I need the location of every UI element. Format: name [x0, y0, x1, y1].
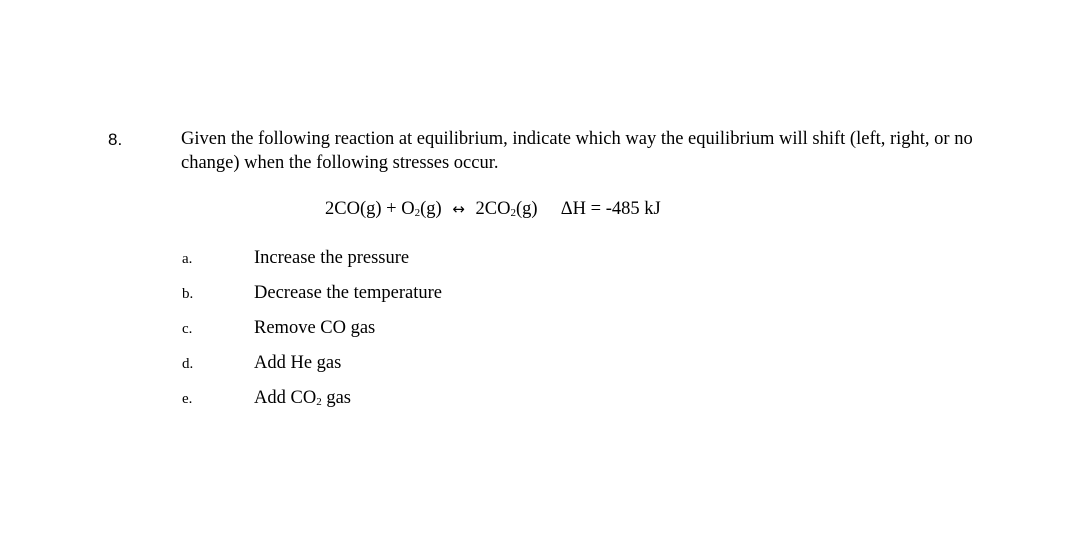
option-text: Remove CO gas: [254, 318, 376, 338]
option-letter: d.: [182, 356, 194, 372]
option-letter: e.: [182, 391, 193, 407]
option-text: Add He gas: [254, 353, 342, 373]
reactant-co: 2CO(g): [325, 199, 382, 219]
equilibrium-arrow-icon: ↔: [452, 200, 465, 218]
option-c: [0, 318, 700, 342]
option-letter: c.: [182, 321, 193, 337]
plus-sign: +: [386, 199, 397, 219]
option-b: [0, 283, 700, 307]
option-d: [0, 353, 700, 377]
option-text: Decrease the temperature: [254, 283, 442, 303]
option-a: [0, 248, 700, 272]
reaction-equation: [325, 199, 661, 220]
question-number: 8.: [108, 130, 123, 149]
product-co2: $2CO_2(g)$: [475, 199, 538, 219]
option-letter: a.: [182, 251, 193, 267]
question-prompt: Given the following reaction at equilibrium, indicate which way the equilibrium will shift (left, right, or no change) when the following stresses occur.: [181, 129, 973, 173]
option-text: Add $CO_2$ gas: [254, 388, 351, 408]
option-text: Increase the pressure: [254, 248, 410, 268]
enthalpy-change: ΔH = -485 kJ: [560, 199, 661, 219]
option-e: [0, 388, 700, 412]
option-letter: b.: [182, 286, 194, 302]
reactant-o2: $O_2(g)$: [401, 199, 442, 219]
